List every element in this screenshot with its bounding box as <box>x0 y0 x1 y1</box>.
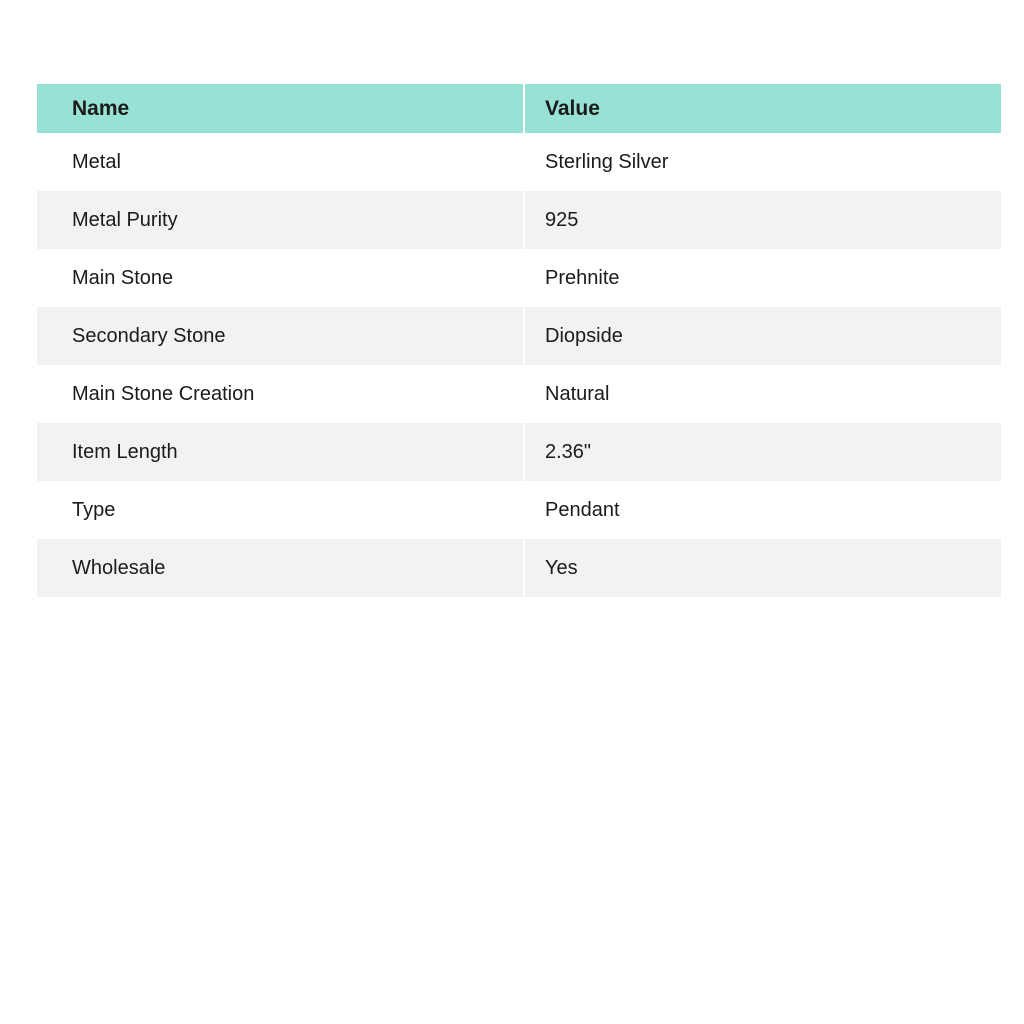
row-name: Main Stone <box>72 267 174 289</box>
row-name: Item Length <box>37 423 523 481</box>
table-header-row <box>37 84 1001 133</box>
row-value: Pendant <box>545 499 620 521</box>
row-value: Sterling Silver <box>545 151 669 173</box>
row-name: Metal Purity <box>37 191 523 249</box>
table-row <box>37 539 1001 597</box>
table-row <box>37 249 1001 307</box>
row-name: Type <box>72 499 116 521</box>
row-name: Wholesale <box>37 539 523 597</box>
row-name: Secondary Stone <box>37 307 523 365</box>
row-value: Prehnite <box>545 267 620 289</box>
row-value: 2.36" <box>525 423 1001 481</box>
row-name: Metal <box>72 151 121 173</box>
column-header-value: Value <box>525 84 1001 133</box>
table-row <box>37 307 1001 365</box>
table-row <box>37 481 1001 539</box>
row-name: Main Stone Creation <box>72 383 255 405</box>
row-value: Natural <box>545 383 610 405</box>
table-body <box>37 133 1001 597</box>
column-header-name: Name <box>37 84 523 133</box>
table-row <box>37 191 1001 249</box>
table-row <box>37 133 1001 191</box>
row-value: Yes <box>525 539 1001 597</box>
row-value: Diopside <box>525 307 1001 365</box>
row-value: 925 <box>525 191 1001 249</box>
table-row <box>37 365 1001 423</box>
table-row <box>37 423 1001 481</box>
product-spec-table <box>37 84 1001 597</box>
